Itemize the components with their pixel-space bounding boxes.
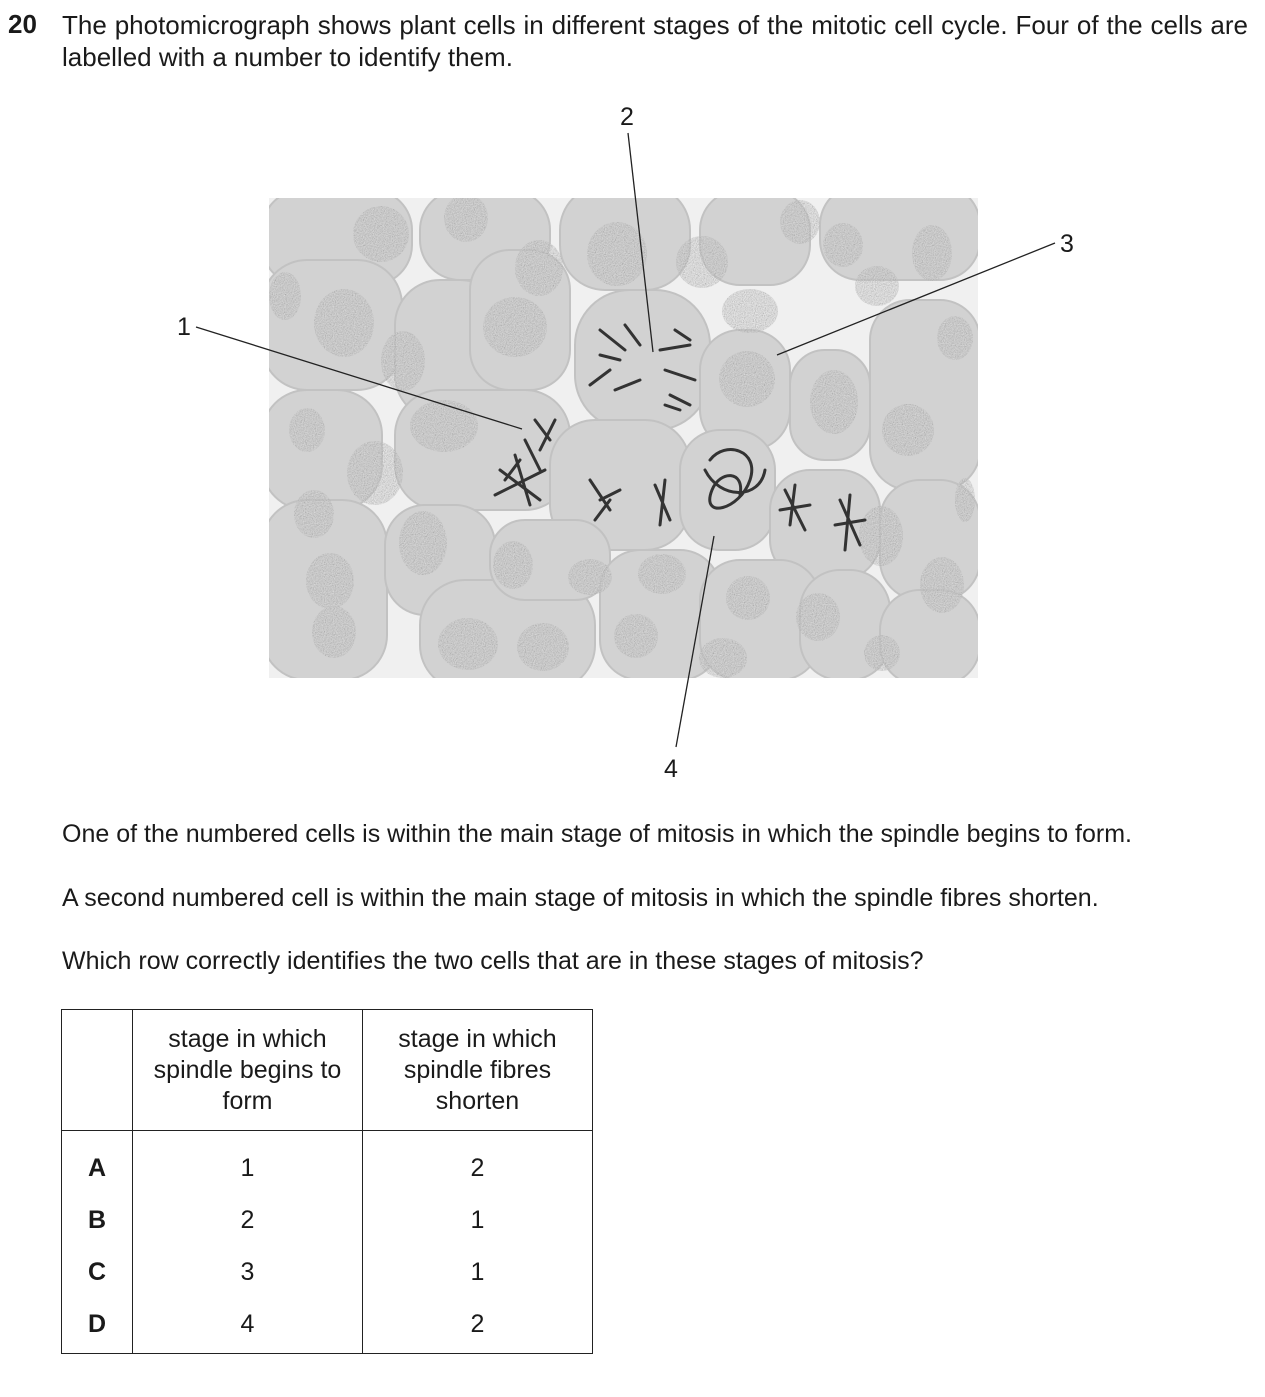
- header-spindle-begins: stage in which spindle begins to form: [133, 1010, 363, 1131]
- row-cell-begins: 4: [133, 1298, 363, 1354]
- row-letter: B: [62, 1194, 133, 1246]
- micrograph-photo: [262, 185, 980, 690]
- table-row: [62, 1298, 593, 1354]
- question-text: The photomicrograph shows plant cells in different stages of the mitotic cell cycle. Four of the cells are labelled with a number to identify them.: [62, 10, 1248, 72]
- cell-label-4: 4: [664, 755, 678, 783]
- cell-label-1: 1: [177, 313, 191, 341]
- table-row: [62, 1131, 593, 1195]
- answer-options-table: [61, 1009, 593, 1354]
- row-letter: C: [62, 1246, 133, 1298]
- paragraph-1: One of the numbered cells is within the main stage of mitosis in which the spindle begins to form.: [62, 820, 1132, 848]
- table-row: [62, 1194, 593, 1246]
- cell-label-2: 2: [620, 103, 634, 131]
- cell-label-3: 3: [1060, 230, 1074, 258]
- row-cell-begins: 3: [133, 1246, 363, 1298]
- row-cell-shorten: 1: [363, 1194, 593, 1246]
- header-spindle-shorten: stage in which spindle fibres shorten: [363, 1010, 593, 1131]
- row-cell-shorten: 1: [363, 1246, 593, 1298]
- header-cell-empty: [62, 1010, 133, 1131]
- paragraph-2: A second numbered cell is within the main stage of mitosis in which the spindle fibres shorten.: [62, 884, 1099, 912]
- row-cell-begins: 1: [133, 1131, 363, 1195]
- row-cell-shorten: 2: [363, 1131, 593, 1195]
- question-number: 20: [8, 9, 37, 39]
- row-cell-begins: 2: [133, 1194, 363, 1246]
- row-cell-shorten: 2: [363, 1298, 593, 1354]
- paragraph-3: Which row correctly identifies the two cells that are in these stages of mitosis?: [62, 947, 924, 975]
- row-letter: D: [62, 1298, 133, 1354]
- table-row: [62, 1246, 593, 1298]
- table-header-row: [62, 1010, 593, 1131]
- row-letter: A: [62, 1131, 133, 1195]
